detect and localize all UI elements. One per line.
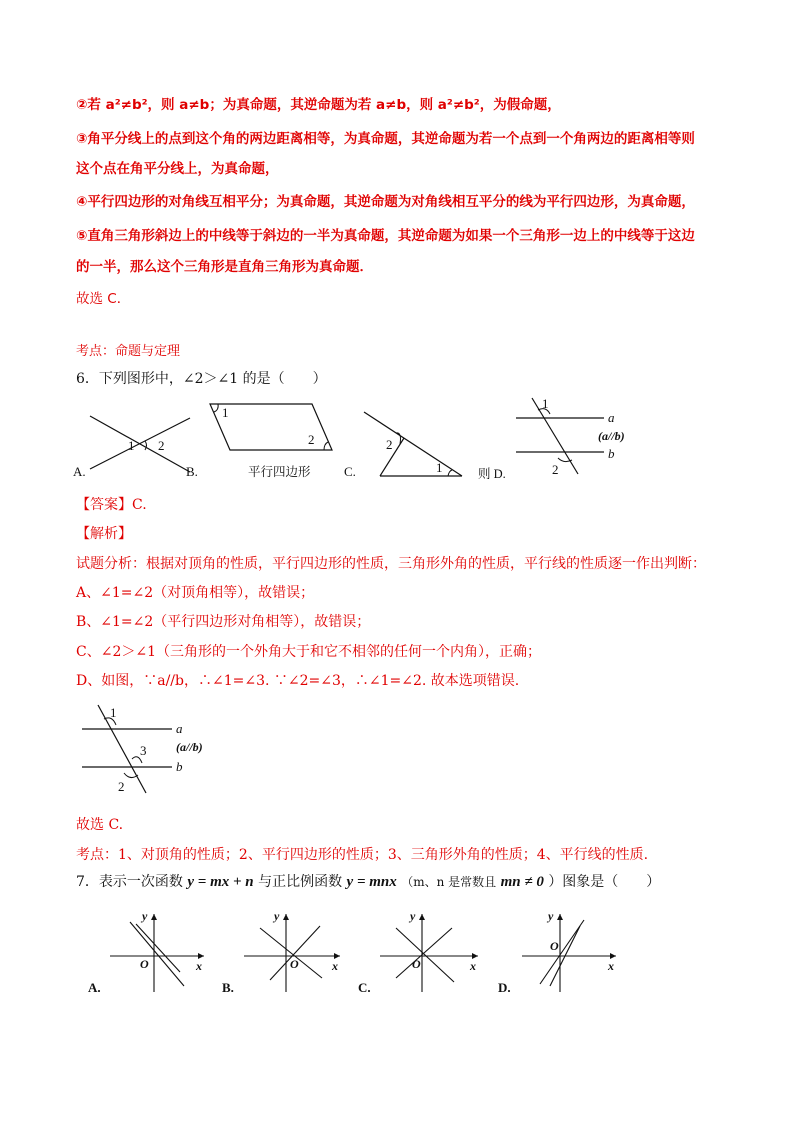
svg-text:x: x: [470, 959, 476, 973]
q7-graph-a: [80, 906, 210, 996]
solution-line-5a: ⑤直角三角形斜边上的中线等于斜边的一半为真命题，其逆命题为如果一个三角形一边上的中线等于这边: [76, 228, 695, 244]
svg-text:x: x: [332, 959, 338, 973]
q6-label-a: A.: [73, 464, 86, 479]
svg-text:y: y: [548, 909, 554, 923]
q7-label-a: A.: [88, 980, 101, 995]
q7-eq1: y = mx + n: [187, 874, 254, 890]
svg-text:y: y: [274, 909, 280, 923]
q6-figure-a: [70, 404, 200, 484]
q6-b-angle-1: 1: [222, 405, 229, 420]
svg-text:O: O: [290, 957, 299, 971]
q7-label-c: C.: [358, 980, 371, 995]
svg-text:O: O: [412, 957, 421, 971]
q6-d-angle-2: 2: [552, 462, 559, 477]
svg-text:y: y: [410, 909, 416, 923]
q6-analysis-intro: 试题分析：根据对顶角的性质，平行四边形的性质，三角形外角的性质，平行线的性质逐一作出判断：: [76, 556, 706, 572]
q7-condition: mn ≠ 0: [500, 874, 544, 890]
q6-c-angle-1: 1: [436, 460, 443, 475]
q7-label-b: B.: [222, 980, 234, 995]
analysis-angle-2: 2: [118, 779, 125, 794]
q7-graph-c: [356, 906, 486, 996]
q6-a-angle-1: 1: [128, 438, 135, 453]
kaodian-5: 考点：命题与定理: [76, 344, 181, 359]
q7-stem: 7．表示一次函数 y = mx + n 与正比例函数 y = mnx （m、n 是常数且 mn ≠ 0 ）图象是（ ）: [76, 874, 661, 890]
q6-choose: 故选 C.: [76, 817, 124, 833]
analysis-angle-1: 1: [110, 705, 117, 720]
q6-analysis-figure: [76, 703, 216, 795]
analysis-line-b: b: [176, 759, 183, 774]
analysis-angle-3: 3: [140, 743, 147, 758]
q7-graph-d: [494, 906, 624, 996]
q6-label-c: C.: [344, 464, 356, 479]
q6-label-b: B.: [186, 464, 198, 479]
q6-figure-c: [358, 408, 468, 480]
svg-text:O: O: [550, 939, 559, 953]
q6-c-angle-2: 2: [386, 437, 393, 452]
solution-line-3a: ③角平分线上的点到这个角的两边距离相等，为真命题，其逆命题为若一个点到一个角两边的距离相等则: [76, 131, 695, 147]
q6-option-b: B、∠1=∠2（平行四边形对角相等），故错误；: [76, 614, 371, 630]
q6-label-d: 则 D.: [478, 467, 506, 481]
q6-stem: 6．下列图形中，∠2＞∠1 的是（ ）: [76, 371, 327, 387]
q6-option-c: C、∠2＞∠1（三角形的一个外角大于和它不相邻的任何一个内角），正确；: [76, 644, 541, 660]
q6-answer: 【答案】C.: [76, 497, 147, 513]
svg-text:x: x: [608, 959, 614, 973]
svg-text:y: y: [142, 909, 148, 923]
solution-line-3b: 这个点在角平分线上，为真命题，: [76, 161, 279, 177]
solution-line-4: ④平行四边形的对角线互相平分；为真命题，其逆命题为对角线相互平分的线为平行四边形，为真命题，: [76, 194, 695, 210]
q6-d-line-a: a: [608, 410, 615, 425]
solution-line-2: ②若 a²≠b²，则 a≠b；为真命题，其逆命题为若 a≠b，则 a²≠b²，为假命题，: [76, 97, 561, 113]
solution-choose: 故选 C．: [76, 291, 131, 307]
q7-label-d: D.: [498, 980, 511, 995]
q7-graph-b: [220, 906, 350, 996]
q7-eq2: y = mnx: [346, 874, 397, 890]
q6-option-d: D、如图，∵a//b，∴∠1=∠3. ∵∠2=∠3，∴∠1=∠2. 故本选项错误.: [76, 673, 520, 689]
q6-analysis-title: 【解析】: [76, 526, 132, 542]
q6-kaodian: 考点：1、对顶角的性质；2、平行四边形的性质；3、三角形外角的性质；4、平行线的性质.: [76, 847, 649, 863]
q6-figure-d: [512, 396, 642, 478]
q6-d-parallel: (a//b): [598, 429, 625, 443]
svg-text:x: x: [196, 959, 202, 973]
svg-text:O: O: [140, 957, 149, 971]
q6-b-angle-2: 2: [308, 432, 315, 447]
q6-d-line-b: b: [608, 446, 615, 461]
q6-figure-b: [200, 398, 340, 458]
solution-line-5b: 的一半，那么这个三角形是直角三角形为真命题．: [76, 259, 373, 275]
analysis-line-a: a: [176, 721, 183, 736]
q6-option-a: A、∠1=∠2（对顶角相等），故错误；: [76, 585, 315, 601]
q6-a-angle-2: 2: [158, 438, 165, 453]
q6-parallelogram-caption: 平行四边形: [248, 465, 311, 479]
q6-d-angle-1: 1: [542, 396, 549, 411]
analysis-parallel: (a//b): [176, 740, 203, 754]
